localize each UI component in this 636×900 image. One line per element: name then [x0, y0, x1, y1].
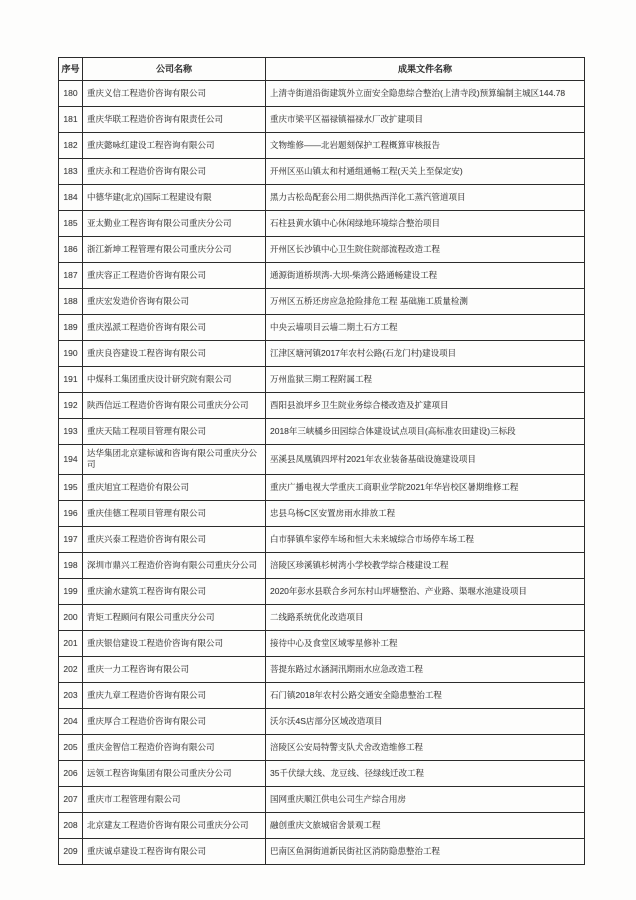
cell-project: 接待中心及食堂区域零星修补工程 [266, 630, 585, 656]
cell-company: 重庆良咨建设工程咨询有限公司 [83, 341, 266, 367]
cell-company: 重庆厚合工程造价咨询有限公司 [83, 708, 266, 734]
table-row [59, 211, 585, 237]
cell-project: 忠县乌杨C区安置房雨水排放工程 [266, 500, 585, 526]
cell-no: 193 [59, 419, 83, 445]
cell-company: 重庆银信建设工程造价咨询有限公司 [83, 630, 266, 656]
cell-no: 205 [59, 734, 83, 760]
table-row [59, 367, 585, 393]
cell-no: 194 [59, 445, 83, 475]
cell-no: 207 [59, 786, 83, 812]
table-row [59, 682, 585, 708]
cell-no: 202 [59, 656, 83, 682]
table-row [59, 760, 585, 786]
cell-no: 203 [59, 682, 83, 708]
cell-company: 重庆市工程管理有限公司 [83, 786, 266, 812]
cell-no: 199 [59, 578, 83, 604]
cell-no: 182 [59, 133, 83, 159]
cell-project: 巴南区鱼洞街道新民街社区消防隐患整治工程 [266, 838, 585, 864]
cell-company: 重庆兴泰工程造价咨询有限公司 [83, 526, 266, 552]
cell-project: 万州区五桥还房应急抢险排危工程 基础施工质量检测 [266, 289, 585, 315]
table-row [59, 445, 585, 475]
table-row [59, 159, 585, 185]
table-row [59, 341, 585, 367]
cell-project: 中央云墙项目云墙二期土石方工程 [266, 315, 585, 341]
cell-no: 192 [59, 393, 83, 419]
cell-company: 重庆诚卓建设工程咨询有限公司 [83, 838, 266, 864]
cell-company: 重庆懿咏红建设工程咨询有限公司 [83, 133, 266, 159]
table-row [59, 630, 585, 656]
cell-no: 189 [59, 315, 83, 341]
table-row [59, 81, 585, 107]
cell-no: 191 [59, 367, 83, 393]
cell-project: 2020年彭水县联合乡河东村山坪塘整治、产业路、渠堰水池建设项目 [266, 578, 585, 604]
table-row [59, 185, 585, 211]
results-table [58, 57, 585, 865]
table-row [59, 393, 585, 419]
table-row [59, 838, 585, 864]
table-row [59, 474, 585, 500]
cell-company: 重庆泓派工程造价咨询有限公司 [83, 315, 266, 341]
cell-company: 亚太勤业工程咨询有限公司重庆分公司 [83, 211, 266, 237]
cell-company: 重庆天陆工程项目管理有限公司 [83, 419, 266, 445]
cell-company: 浙江新坤工程管理有限公司重庆分公司 [83, 237, 266, 263]
cell-company: 深圳市鼎兴工程造价咨询有限公司重庆分公司 [83, 552, 266, 578]
cell-company: 陕西信远工程造价咨询有限公司重庆分公司 [83, 393, 266, 419]
cell-project: 白市驿镇牟家停车场和恒大未来城综合市场停车场工程 [266, 526, 585, 552]
cell-project: 黑力古松岛配套公用二期供热西洋化工蒸汽管道项目 [266, 185, 585, 211]
cell-company: 重庆金智信工程造价咨询有限公司 [83, 734, 266, 760]
cell-project: 融创重庆文旅城宿舍景观工程 [266, 812, 585, 838]
cell-project: 开州区长沙镇中心卫生院住院部流程改造工程 [266, 237, 585, 263]
cell-company: 达华集团北京建标诚和咨询有限公司重庆分公司 [83, 445, 266, 475]
cell-no: 208 [59, 812, 83, 838]
table-row [59, 133, 585, 159]
cell-project: 二线路系统优化改造项目 [266, 604, 585, 630]
cell-no: 186 [59, 237, 83, 263]
cell-company: 重庆容正工程造价咨询有限公司 [83, 263, 266, 289]
cell-project: 重庆市梁平区福禄镇福禄水厂改扩建项目 [266, 107, 585, 133]
cell-project: 酉阳县浪坪乡卫生院业务综合楼改造及扩建项目 [266, 393, 585, 419]
cell-no: 201 [59, 630, 83, 656]
cell-project: 重庆广播电视大学重庆工商职业学院2021年华岩校区暑期维修工程 [266, 474, 585, 500]
cell-company: 重庆一力工程咨询有限公司 [83, 656, 266, 682]
table-row [59, 656, 585, 682]
table-body [59, 81, 585, 865]
cell-no: 185 [59, 211, 83, 237]
cell-no: 183 [59, 159, 83, 185]
cell-no: 209 [59, 838, 83, 864]
cell-no: 190 [59, 341, 83, 367]
cell-project: 通源街道桥坝湾-大坝-柴湾公路通畅建设工程 [266, 263, 585, 289]
cell-no: 204 [59, 708, 83, 734]
cell-no: 196 [59, 500, 83, 526]
cell-company: 北京建友工程造价咨询有限公司重庆分公司 [83, 812, 266, 838]
cell-company: 重庆九章工程造价咨询有限公司 [83, 682, 266, 708]
cell-no: 187 [59, 263, 83, 289]
cell-no: 184 [59, 185, 83, 211]
cell-company: 青矩工程顾问有限公司重庆分公司 [83, 604, 266, 630]
cell-company: 重庆义信工程造价咨询有限公司 [83, 81, 266, 107]
cell-project: 沃尔沃4S店部分区域改造项目 [266, 708, 585, 734]
cell-company: 重庆渝水建筑工程咨询有限公司 [83, 578, 266, 604]
cell-project: 江津区塘河镇2017年农村公路(石龙门村)建设项目 [266, 341, 585, 367]
cell-no: 198 [59, 552, 83, 578]
table-row [59, 315, 585, 341]
table-row [59, 263, 585, 289]
cell-project: 文物维修——北岩题刻保护工程概算审核报告 [266, 133, 585, 159]
cell-project: 巫溪县凤凰镇四坪村2021年农业装备基础设施建设项目 [266, 445, 585, 475]
table-row [59, 237, 585, 263]
cell-project: 国网重庆顺江供电公司生产综合用房 [266, 786, 585, 812]
cell-no: 195 [59, 474, 83, 500]
cell-no: 188 [59, 289, 83, 315]
cell-no: 206 [59, 760, 83, 786]
cell-company: 中德华建(北京)国际工程建设有限 [83, 185, 266, 211]
table-row [59, 526, 585, 552]
cell-project: 万州监狱三期工程附属工程 [266, 367, 585, 393]
cell-project: 涪陵区公安局特警支队犬舍改造维修工程 [266, 734, 585, 760]
table-row [59, 552, 585, 578]
cell-company: 重庆宏发造价咨询有限公司 [83, 289, 266, 315]
table-header [59, 58, 585, 81]
header-no: 序号 [59, 58, 83, 81]
table-row [59, 604, 585, 630]
table-row [59, 578, 585, 604]
cell-project: 菩提东路过水涵洞汛期雨水应急改造工程 [266, 656, 585, 682]
cell-no: 181 [59, 107, 83, 133]
cell-project: 上清寺街道沿街建筑外立面安全隐患综合整治(上清寺段)预算编制主城区144.78 [266, 81, 585, 107]
cell-project: 石门镇2018年农村公路交通安全隐患整治工程 [266, 682, 585, 708]
cell-no: 197 [59, 526, 83, 552]
cell-company: 重庆旭宜工程造价有限公司 [83, 474, 266, 500]
header-company: 公司名称 [83, 58, 266, 81]
cell-company: 中煤科工集团重庆设计研究院有限公司 [83, 367, 266, 393]
table-row [59, 289, 585, 315]
cell-no: 180 [59, 81, 83, 107]
table-row [59, 107, 585, 133]
table-row [59, 812, 585, 838]
cell-no: 200 [59, 604, 83, 630]
cell-company: 重庆永和工程造价咨询有限公司 [83, 159, 266, 185]
table-row [59, 419, 585, 445]
table-row [59, 786, 585, 812]
table-row [59, 708, 585, 734]
header-project: 成果文件名称 [266, 58, 585, 81]
cell-project: 石柱县黄水镇中心休闲绿地环境综合整治项目 [266, 211, 585, 237]
cell-project: 开州区巫山镇太和村通组通畅工程(天关上至保定安) [266, 159, 585, 185]
cell-company: 远领工程咨询集团有限公司重庆分公司 [83, 760, 266, 786]
cell-project: 涪陵区珍溪镇杉树湾小学校教学综合楼建设工程 [266, 552, 585, 578]
cell-project: 35千伏绿大线、龙豆线、径绿线迁改工程 [266, 760, 585, 786]
cell-company: 重庆华联工程造价咨询有限责任公司 [83, 107, 266, 133]
table-row [59, 500, 585, 526]
cell-company: 重庆佳德工程项目管理有限公司 [83, 500, 266, 526]
table-row [59, 734, 585, 760]
cell-project: 2018年三峡橘乡田园综合体建设试点项目(高标准农田建设)三标段 [266, 419, 585, 445]
